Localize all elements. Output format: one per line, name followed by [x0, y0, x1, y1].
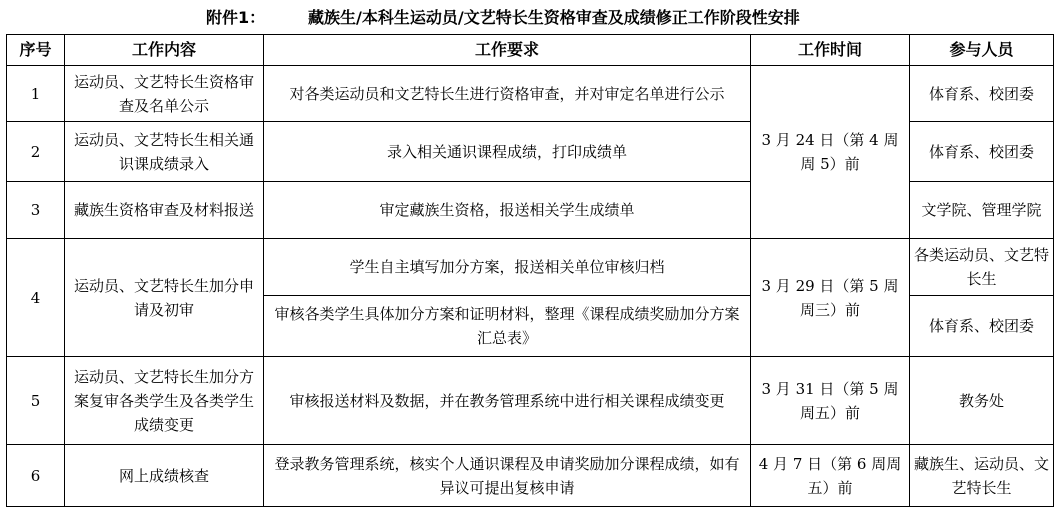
header-people: 参与人员	[910, 35, 1054, 66]
participants: 教务处	[910, 357, 1054, 445]
row-number: 2	[7, 122, 65, 182]
document-title	[0, 0, 1059, 30]
table-row	[7, 239, 1054, 296]
attachment-label: 附件1：	[206, 8, 266, 27]
work-time: 3 月 24 日（第 4 周周 5）前	[751, 66, 910, 239]
row-number: 4	[7, 239, 65, 357]
work-time: 3 月 31 日（第 5 周周五）前	[751, 357, 910, 445]
work-requirement: 登录教务管理系统，核实个人通识课程及申请奖励加分课程成绩，如有异议可提出复核申请	[264, 445, 751, 507]
header-seq: 序号	[7, 35, 65, 66]
work-requirement: 审核报送材料及数据，并在教务管理系统中进行相关课程成绩变更	[264, 357, 751, 445]
row-number: 6	[7, 445, 65, 507]
work-requirement: 审核各类学生具体加分方案和证明材料，整理《课程成绩奖励加分方案汇总表》	[264, 296, 751, 357]
participants: 藏族生、运动员、文艺特长生	[910, 445, 1054, 507]
work-content: 运动员、文艺特长生资格审查及名单公示	[65, 66, 264, 122]
header-time: 工作时间	[751, 35, 910, 66]
work-content: 藏族生资格审查及材料报送	[65, 182, 264, 239]
schedule-table	[6, 34, 1054, 507]
work-time: 4 月 7 日（第 6 周周五）前	[751, 445, 910, 507]
participants: 体育系、校团委	[910, 66, 1054, 122]
table-row	[7, 357, 1054, 445]
work-content: 运动员、文艺特长生加分方案复审各类学生及各类学生成绩变更	[65, 357, 264, 445]
participants: 体育系、校团委	[910, 122, 1054, 182]
participants: 各类运动员、文艺特长生	[910, 239, 1054, 296]
row-number: 5	[7, 357, 65, 445]
work-requirement: 审定藏族生资格，报送相关学生成绩单	[264, 182, 751, 239]
work-requirement: 录入相关通识课程成绩，打印成绩单	[264, 122, 751, 182]
row-number: 3	[7, 182, 65, 239]
work-time: 3 月 29 日（第 5 周周三）前	[751, 239, 910, 357]
work-content: 网上成绩核查	[65, 445, 264, 507]
header-requirement: 工作要求	[264, 35, 751, 66]
document-heading: 藏族生/本科生运动员/文艺特长生资格审查及成绩修正工作阶段性安排	[308, 8, 800, 27]
table-row	[7, 445, 1054, 507]
work-requirement: 对各类运动员和文艺特长生进行资格审查，并对审定名单进行公示	[264, 66, 751, 122]
header-content: 工作内容	[65, 35, 264, 66]
participants: 文学院、管理学院	[910, 182, 1054, 239]
work-content: 运动员、文艺特长生加分申请及初审	[65, 239, 264, 357]
participants: 体育系、校团委	[910, 296, 1054, 357]
table-row	[7, 66, 1054, 122]
work-requirement: 学生自主填写加分方案，报送相关单位审核归档	[264, 239, 751, 296]
work-content: 运动员、文艺特长生相关通识课成绩录入	[65, 122, 264, 182]
row-number: 1	[7, 66, 65, 122]
header-row	[7, 35, 1054, 66]
